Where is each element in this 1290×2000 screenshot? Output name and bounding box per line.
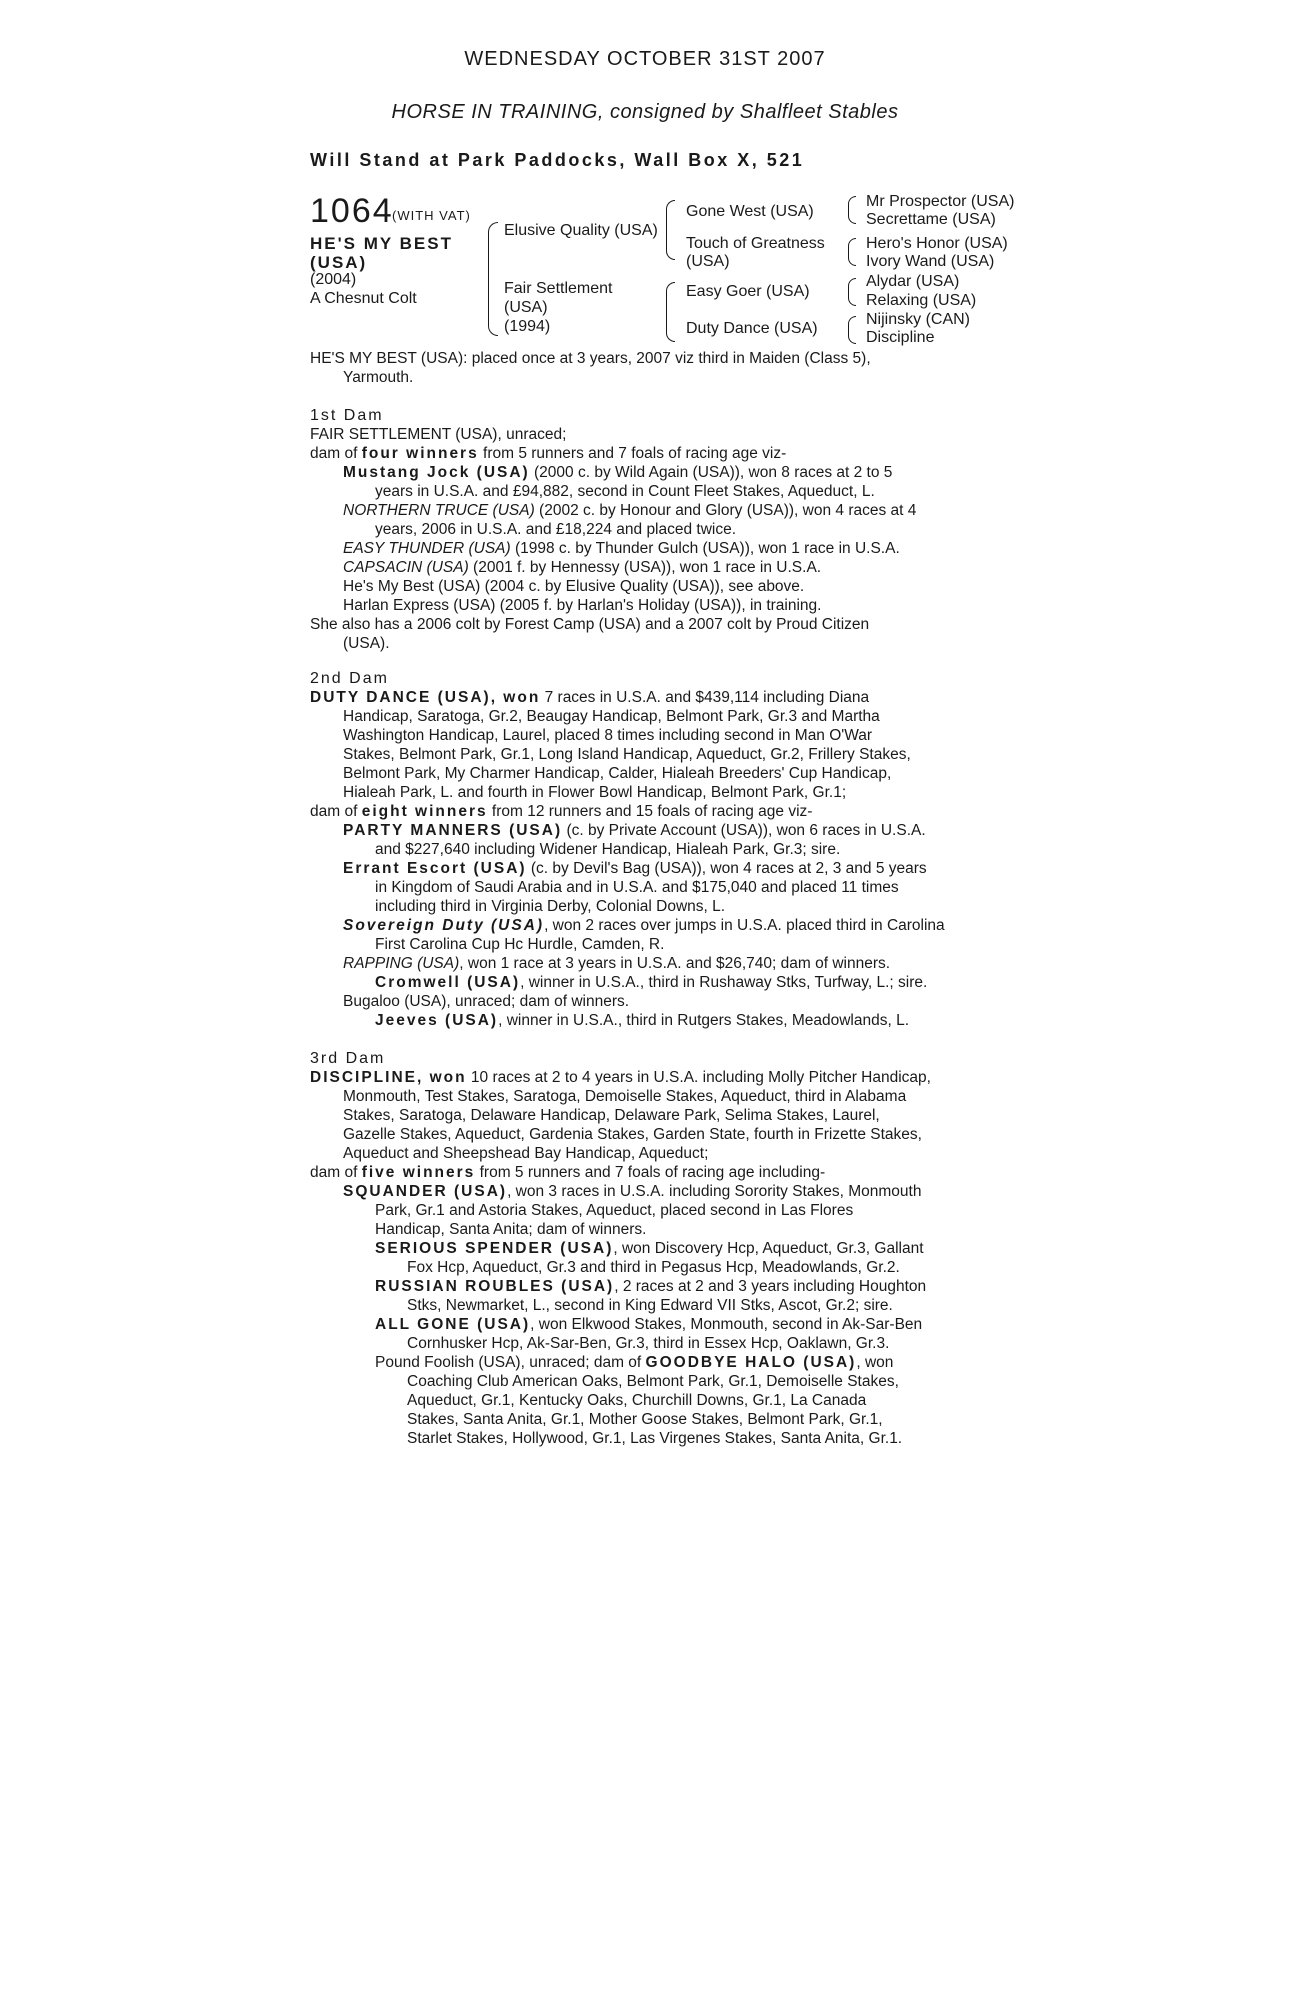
pedigree-ggp-3: Hero's Honor (USA) xyxy=(866,235,1008,252)
dam-line: Monmouth, Test Stakes, Saratoga, Demoiselle Stakes, Aqueduct, third in Alabama xyxy=(343,1088,907,1105)
produce-line: Pound Foolish (USA), unraced; dam of GOODBYE HALO (USA), won xyxy=(375,1354,894,1371)
produce-line: SERIOUS SPENDER (USA), won Discovery Hcp, Aqueduct, Gr.3, Gallant xyxy=(375,1240,924,1257)
dam-line: Gazelle Stakes, Aqueduct, Gardenia Stakes, Garden State, fourth in Frizette Stakes, xyxy=(343,1126,922,1143)
stand-location: Will Stand at Park Paddocks, Wall Box X, 521 xyxy=(310,150,805,170)
pedigree-brace-dam xyxy=(666,282,675,342)
produce-line: years, 2006 in U.S.A. and £18,224 and placed twice. xyxy=(375,521,737,538)
pedigree-sire-dam: Touch of Greatness xyxy=(686,235,825,252)
produce-line: CAPSACIN (USA) (2001 f. by Hennessy (USA)), won 1 race in U.S.A. xyxy=(343,559,822,576)
produce-line: Errant Escort (USA) (c. by Devil's Bag (USA)), won 4 races at 2, 3 and 5 years xyxy=(343,860,927,877)
consignment-line: HORSE IN TRAINING, consigned by Shalfleet Stables xyxy=(391,101,899,123)
produce-line: Stks, Newmarket, L., second in King Edward VII Stks, Ascot, Gr.2; sire. xyxy=(407,1297,893,1314)
section-heading: 2nd Dam xyxy=(310,670,389,687)
produce-line: Cromwell (USA), winner in U.S.A., third in Rushaway Stks, Turfway, L.; sire. xyxy=(375,974,928,991)
dam-line: dam of five winners from 5 runners and 7 foals of racing age including- xyxy=(310,1164,826,1181)
pedigree-ggp-2: Secrettame (USA) xyxy=(866,211,996,228)
lot-number: 1064 xyxy=(310,192,394,230)
pedigree-ggp-7: Nijinsky (CAN) xyxy=(866,311,970,328)
dam-line: DISCIPLINE, won 10 races at 2 to 4 years in U.S.A. including Molly Pitcher Handicap, xyxy=(310,1069,931,1086)
produce-line: Park, Gr.1 and Astoria Stakes, Aqueduct, placed second in Las Flores xyxy=(375,1202,854,1219)
produce-line: ALL GONE (USA), won Elkwood Stakes, Monmouth, second in Ak-Sar-Ben xyxy=(375,1316,923,1333)
dam-line: DUTY DANCE (USA), won 7 races in U.S.A. and $439,114 including Diana xyxy=(310,689,870,706)
pedigree-brace-gp2 xyxy=(848,238,856,266)
produce-line: Stakes, Santa Anita, Gr.1, Mother Goose Stakes, Belmont Park, Gr.1, xyxy=(407,1411,883,1428)
produce-line: Jeeves (USA), winner in U.S.A., third in Rutgers Stakes, Meadowlands, L. xyxy=(375,1012,910,1029)
pedigree-dam-year: (1994) xyxy=(504,318,551,335)
pedigree-dam-dam: Duty Dance (USA) xyxy=(686,320,818,337)
produce-line: RAPPING (USA), won 1 race at 3 years in U.S.A. and $26,740; dam of winners. xyxy=(343,955,891,972)
pedigree-sire-sire: Gone West (USA) xyxy=(686,203,814,220)
pedigree-brace-gp3 xyxy=(848,278,856,306)
produce-line: Starlet Stakes, Hollywood, Gr.1, Las Virgenes Stakes, Santa Anita, Gr.1. xyxy=(407,1430,903,1447)
pedigree-ggp-5: Alydar (USA) xyxy=(866,273,960,290)
dam-line: Stakes, Saratoga, Delaware Handicap, Delaware Park, Selima Stakes, Laurel, xyxy=(343,1107,880,1124)
produce-line: and $227,640 including Widener Handicap, Hialeah Park, Gr.3; sire. xyxy=(375,841,841,858)
dam-line: Aqueduct and Sheepshead Bay Handicap, Aqueduct; xyxy=(343,1145,709,1162)
second-dam-section xyxy=(310,669,982,1030)
dam-line: Handicap, Saratoga, Gr.2, Beaugay Handicap, Belmont Park, Gr.3 and Martha xyxy=(343,708,880,725)
produce-line: in Kingdom of Saudi Arabia and in U.S.A. and $175,040 and placed 11 times xyxy=(375,879,899,896)
section-heading: 1st Dam xyxy=(310,407,384,424)
pedigree-brace-sire xyxy=(666,200,675,260)
pedigree-brace-parents xyxy=(488,222,498,336)
dam-line: Washington Handicap, Laurel, placed 8 times including second in Man O'War xyxy=(343,727,873,744)
dam-line: Hialeah Park, L. and fourth in Flower Bowl Handicap, Belmont Park, Gr.1; xyxy=(343,784,847,801)
dam-line: FAIR SETTLEMENT (USA), unraced; xyxy=(310,426,567,443)
produce-line: He's My Best (USA) (2004 c. by Elusive Quality (USA)), see above. xyxy=(343,578,805,595)
produce-line: Coaching Club American Oaks, Belmont Park, Gr.1, Demoiselle Stakes, xyxy=(407,1373,899,1390)
produce-line: including third in Virginia Derby, Colonial Downs, L. xyxy=(375,898,726,915)
pedigree-ggp-6: Relaxing (USA) xyxy=(866,292,977,309)
produce-line: SQUANDER (USA), won 3 races in U.S.A. including Sorority Stakes, Monmouth xyxy=(343,1183,922,1200)
produce-line: Mustang Jock (USA) (2000 c. by Wild Again (USA)), won 8 races at 2 to 5 xyxy=(343,464,893,481)
third-dam-section xyxy=(310,1049,982,1448)
produce-line: years in U.S.A. and £94,882, second in Count Fleet Stakes, Aqueduct, L. xyxy=(375,483,875,500)
produce-line: Aqueduct, Gr.1, Kentucky Oaks, Churchill Downs, Gr.1, La Canada xyxy=(407,1392,867,1409)
produce-line: EASY THUNDER (USA) (1998 c. by Thunder Gulch (USA)), won 1 race in U.S.A. xyxy=(343,540,900,557)
pedigree-ggp-1: Mr Prospector (USA) xyxy=(866,193,1015,210)
dam-line: dam of eight winners from 12 runners and 15 foals of racing age viz- xyxy=(310,803,813,820)
pedigree-dam-sire: Easy Goer (USA) xyxy=(686,283,810,300)
produce-line: Sovereign Duty (USA), won 2 races over jumps in U.S.A. placed third in Carolina xyxy=(343,917,945,934)
pedigree-brace-gp1 xyxy=(848,196,856,224)
section-heading: 3rd Dam xyxy=(310,1050,386,1067)
pedigree-sire: Elusive Quality (USA) xyxy=(504,222,658,239)
produce-line: Cornhusker Hcp, Ak-Sar-Ben, Gr.3, third in Essex Hcp, Oaklawn, Gr.3. xyxy=(407,1335,890,1352)
produce-line: RUSSIAN ROUBLES (USA), 2 races at 2 and 3 years including Houghton xyxy=(375,1278,927,1295)
lot-vat-note: (WITH VAT) xyxy=(392,208,471,223)
pedigree-sire-dam-country: (USA) xyxy=(686,253,730,270)
summary-line: HE'S MY BEST (USA): placed once at 3 years, 2007 viz third in Maiden (Class 5), xyxy=(310,350,871,367)
produce-line: First Carolina Cup Hc Hurdle, Camden, R. xyxy=(375,936,665,953)
produce-line: Harlan Express (USA) (2005 f. by Harlan's Holiday (USA)), in training. xyxy=(343,597,822,614)
summary-line: Yarmouth. xyxy=(343,369,414,386)
produce-line: PARTY MANNERS (USA) (c. by Private Account (USA)), won 6 races in U.S.A. xyxy=(343,822,926,839)
pedigree-dam: Fair Settlement xyxy=(504,280,613,297)
produce-line: Fox Hcp, Aqueduct, Gr.3 and third in Pegasus Hcp, Meadowlands, Gr.2. xyxy=(407,1259,900,1276)
dam-line: Belmont Park, My Charmer Handicap, Calder, Hialeah Breeders' Cup Handicap, xyxy=(343,765,892,782)
horse-name: HE'S MY BEST xyxy=(310,234,453,253)
horse-description: A Chesnut Colt xyxy=(310,290,417,307)
produce-line: NORTHERN TRUCE (USA) (2002 c. by Honour and Glory (USA)), won 4 races at 4 xyxy=(343,502,917,519)
pedigree-dam-country: (USA) xyxy=(504,299,548,316)
horse-name-country: (USA) xyxy=(310,253,368,272)
race-summary xyxy=(310,349,982,387)
dam-line: (USA). xyxy=(343,635,390,652)
sale-date: WEDNESDAY OCTOBER 31ST 2007 xyxy=(464,48,826,70)
dam-line: dam of four winners from 5 runners and 7 foals of racing age viz- xyxy=(310,445,787,462)
dam-line: She also has a 2006 colt by Forest Camp (USA) and a 2007 colt by Proud Citizen xyxy=(310,616,870,633)
first-dam-section xyxy=(310,406,982,653)
dam-line: Stakes, Belmont Park, Gr.1, Long Island Handicap, Aqueduct, Gr.2, Frillery Stakes, xyxy=(343,746,911,763)
horse-foaling-year: (2004) xyxy=(310,271,357,288)
produce-line: Handicap, Santa Anita; dam of winners. xyxy=(375,1221,647,1238)
pedigree-ggp-4: Ivory Wand (USA) xyxy=(866,253,995,270)
produce-line: Bugaloo (USA), unraced; dam of winners. xyxy=(343,993,630,1010)
pedigree-ggp-8: Discipline xyxy=(866,329,935,346)
pedigree-brace-gp4 xyxy=(848,316,856,344)
